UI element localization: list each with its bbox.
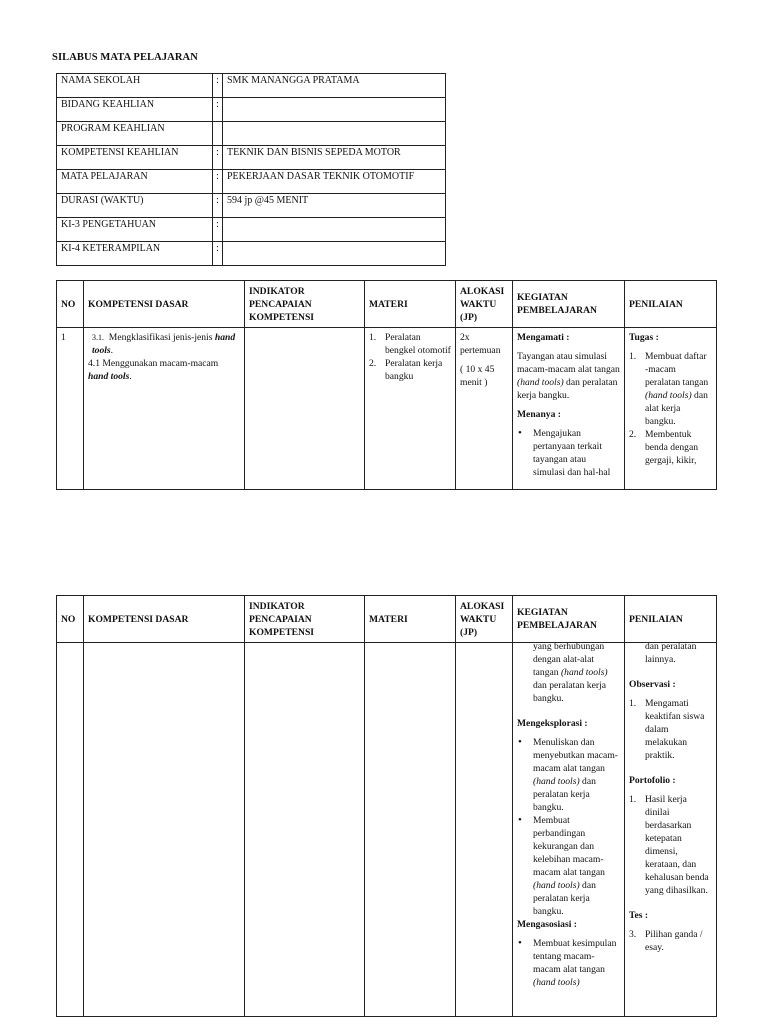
penilaian-cell [625, 328, 717, 490]
col-header-ipk: INDIKATOR PENCAPAIAN KOMPETENSI [245, 596, 365, 643]
list-item: • Membuat kesimpulan tentang macam-macam alat tangan (hand tools) [517, 937, 620, 989]
col-header-alokasi: ALOKASI WAKTU (JP) [456, 281, 513, 328]
identity-row [57, 74, 446, 98]
table-row [57, 328, 717, 490]
materi-cell [365, 328, 456, 490]
kompetensi-dasar-cell [84, 643, 245, 1017]
col-header-kd: KOMPETENSI DASAR [84, 281, 245, 328]
table-header-row [57, 281, 717, 328]
identity-row [57, 170, 446, 194]
col-header-kd: KOMPETENSI DASAR [84, 596, 245, 643]
table-header-row [57, 596, 717, 643]
identity-label: PROGRAM KEAHLIAN [57, 122, 213, 146]
identity-value: SMK MANANGGA PRATAMA [223, 74, 446, 98]
identity-value [223, 122, 446, 146]
kd-4-1: 4.1 Menggunakan macam-macam hand tools. [88, 358, 219, 382]
identity-label: KI-3 PENGETAHUAN [57, 218, 213, 242]
col-header-materi: MATERI [365, 596, 456, 643]
list-item: • Membuat perbandingan kekurangan dan kelebihan macam-macam alat tangan (hand tools) dan peralatan kerja bangku. [517, 814, 620, 918]
mengasosiasi-heading: Mengasosiasi : [517, 919, 577, 930]
syllabus-table-page2 [56, 595, 717, 1017]
list-item: 1. Mengamati keaktifan siswa dalam melakukan praktik. [629, 698, 705, 761]
identity-label: KI-4 KETERAMPILAN [57, 242, 213, 266]
row-no [57, 643, 84, 1017]
identity-label: KOMPETENSI KEAHLIAN [57, 146, 213, 170]
identity-value: PEKERJAAN DASAR TEKNIK OTOMOTIF [223, 170, 446, 194]
table-row [57, 643, 717, 1017]
identity-row [57, 242, 446, 266]
row-no: 1 [57, 328, 84, 490]
identity-separator: : [213, 98, 223, 122]
materi-cell [365, 643, 456, 1017]
col-header-no: NO [57, 281, 84, 328]
tugas-list [629, 350, 712, 467]
identity-separator: : [213, 74, 223, 98]
list-item: • Mengajukan pertanyaan terkait tayangan atau simulasi dan hal-hal [517, 427, 620, 479]
identity-row [57, 122, 446, 146]
col-header-kegiatan: KEGIATAN PEMBELAJARAN [513, 596, 625, 643]
kegiatan-cell [513, 643, 625, 1017]
menanya-heading: Menanya : [517, 409, 561, 420]
list-item: 1. Peralatan bengkel otomotif [369, 332, 451, 356]
tugas-continuation: dan peralatan lainnya. [645, 643, 697, 665]
list-item: 2. Peralatan kerja bangku [369, 358, 443, 382]
penilaian-cell [625, 643, 717, 1017]
menanya-list [517, 427, 620, 479]
identity-row [57, 218, 446, 242]
identity-separator: : [213, 218, 223, 242]
mengamati-text: Tayangan atau simulasi macam-macam alat tangan (hand tools) dan peralatan kerja bangku. [517, 351, 620, 401]
identity-table [56, 73, 446, 266]
col-header-penilaian: PENILAIAN [625, 281, 717, 328]
materi-list [369, 331, 451, 383]
mengasosiasi-list [517, 937, 620, 989]
identity-value: TEKNIK DAN BISNIS SEPEDA MOTOR [223, 146, 446, 170]
identity-separator: : [213, 242, 223, 266]
page-title: SILABUS MATA PELAJARAN [52, 52, 198, 63]
tes-list [629, 928, 712, 954]
identity-separator: : [213, 170, 223, 194]
identity-value [223, 242, 446, 266]
tugas-heading: Tugas : [629, 332, 659, 343]
identity-value [223, 98, 446, 122]
identity-label: DURASI (WAKTU) [57, 194, 213, 218]
syllabus-table-page1 [56, 280, 717, 490]
indikator-cell [245, 328, 365, 490]
portofolio-list [629, 793, 712, 897]
identity-value: 594 jp @45 MENIT [223, 194, 446, 218]
kd-3-1: 3.1. Mengklasifikasi jenis-jenis hand tools. [92, 332, 236, 356]
indikator-cell [245, 643, 365, 1017]
list-item: 3. Pilihan ganda / esay. [629, 929, 703, 953]
observasi-heading: Observasi : [629, 679, 676, 690]
mengeksplorasi-list [517, 736, 620, 918]
col-header-no: NO [57, 596, 84, 643]
identity-separator: : [213, 194, 223, 218]
identity-value [223, 218, 446, 242]
list-item: 1. Hasil kerja dinilai berdasarkan ketepatan dimensi, kerataan, dan kehalusan benda yang dihasilkan. [629, 794, 709, 896]
col-header-alokasi: ALOKASI WAKTU (JP) [456, 596, 513, 643]
mengeksplorasi-heading: Mengeksplorasi : [517, 718, 588, 729]
alokasi-menit: ( 10 x 45 menit ) [460, 364, 495, 388]
identity-row [57, 194, 446, 218]
tes-heading: Tes : [629, 910, 649, 921]
mengamati-heading: Mengamati : [517, 332, 570, 343]
alokasi-pertemuan: 2x pertemuan [460, 332, 501, 356]
identity-row [57, 98, 446, 122]
identity-label: BIDANG KEAHLIAN [57, 98, 213, 122]
col-header-ipk: INDIKATOR PENCAPAIAN KOMPETENSI [245, 281, 365, 328]
menanya-continuation: yang berhubungan dengan alat-alat tangan (hand tools) dan peralatan kerja bangku. [533, 643, 608, 704]
kegiatan-cell [513, 328, 625, 490]
col-header-penilaian: PENILAIAN [625, 596, 717, 643]
list-item: 1. Membuat daftar -macam peralatan tangan (hand tools) dan alat kerja bangku. [629, 351, 709, 427]
identity-row [57, 146, 446, 170]
list-item: • Menuliskan dan menyebutkan macam-macam alat tangan (hand tools) dan peralatan kerja bangku. [517, 736, 620, 814]
identity-label: NAMA SEKOLAH [57, 74, 213, 98]
observasi-list [629, 697, 712, 762]
col-header-kegiatan: KEGIATAN PEMBELAJARAN [513, 281, 625, 328]
identity-separator [213, 122, 223, 146]
col-header-materi: MATERI [365, 281, 456, 328]
alokasi-cell [456, 328, 513, 490]
alokasi-cell [456, 643, 513, 1017]
list-item: 2. Membentuk benda dengan gergaji, kikir, [629, 429, 699, 466]
identity-label: MATA PELAJARAN [57, 170, 213, 194]
kompetensi-dasar-cell [84, 328, 245, 490]
portofolio-heading: Portofolio : [629, 775, 676, 786]
identity-separator: : [213, 146, 223, 170]
